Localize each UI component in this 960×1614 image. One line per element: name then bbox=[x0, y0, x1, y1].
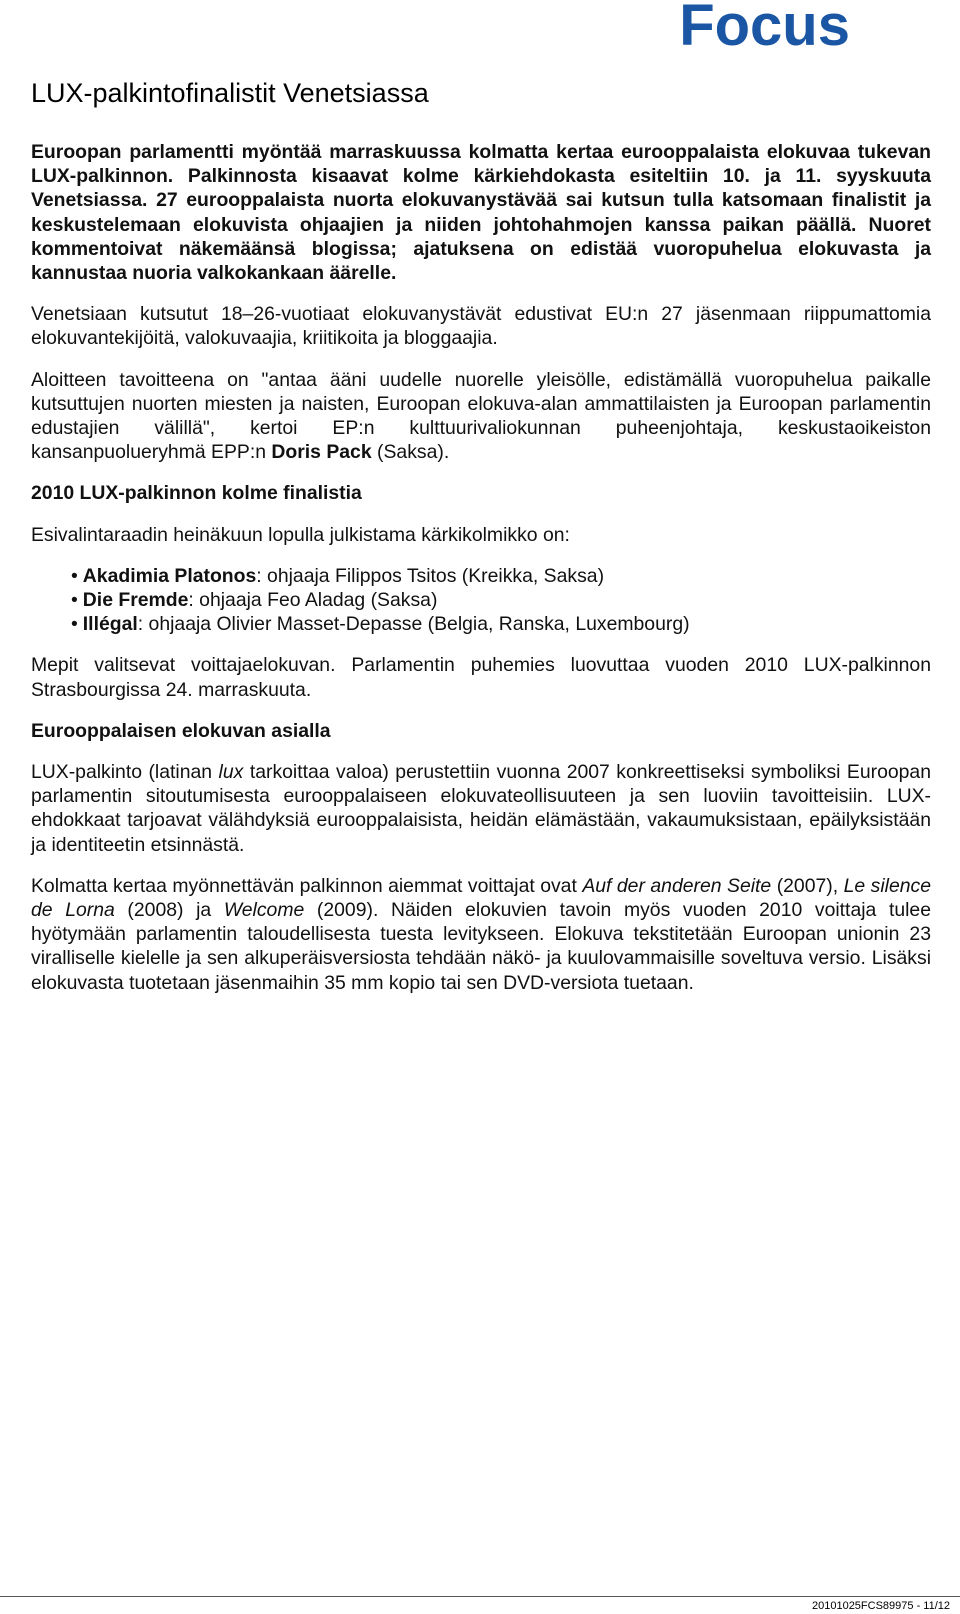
lead-paragraph: Euroopan parlamentti myöntää marraskuussa kolmatta kertaa eurooppalaista elokuvaa tukevan LUX-palkinnon. Palkinnosta kisaavat kolme kärkiehdokasta esiteltiin 10. ja 11. syyskuuta Venetsiassa. 27 eurooppalaista nuorta elokuvanystävää sai kutsun tulla katsomaan finalistit ja keskustelemaan elokuvista ohjaajien ja niiden johtohahmojen kanssa paikan päällä. Nuoret kommentoivat näkemäänsä blogissa; ajatuksena on edistää vuoropuhelua elokuvasta ja kannustaa nuoria valkokankaan äärelle. bbox=[31, 141, 931, 285]
text-run: Kolmatta kertaa myönnettävän palkinnon aiemmat voittajat ovat bbox=[31, 874, 577, 897]
paragraph-participants: Venetsiaan kutsutut 18–26-vuotiaat elokuvanystävät edustivat EU:n 27 jäsenmaan riippumattomia elokuvantekijöitä, valokuvaajia, kriitikoita ja bloggaajia. bbox=[31, 303, 931, 350]
page-title: LUX-palkintofinalistit Venetsiassa bbox=[31, 78, 429, 108]
film-details: : ohjaaja Olivier Masset-Depasse (Belgia, Ranska, Luxembourg) bbox=[137, 613, 690, 636]
text-run: (2008) ja bbox=[127, 899, 212, 922]
paragraph-award: Mepit valitsevat voittajaelokuvan. Parlamentin puhemies luovuttaa vuoden 2010 LUX-palkinnon Strasbourgissa 24. marraskuuta. bbox=[31, 654, 931, 701]
quote-end: (Saksa). bbox=[377, 441, 450, 464]
paragraph-preselection: Esivalintaraadin heinäkuun lopulla julkistama kärkikolmikko on: bbox=[31, 523, 570, 546]
film-title: Die Fremde bbox=[82, 589, 189, 612]
document-reference: 20101025FCS89975 - 11/12 bbox=[811, 1600, 950, 1612]
list-item bbox=[71, 588, 931, 612]
quote-text: Aloitteen tavoitteena on "antaa ääni uudelle nuorelle yleisölle, edistämällä vuoropuhelua paikalle kutsuttujen nuorten miesten ja naisten, Euroopan elokuva-alan ammattilaisten ja Euroopan parlamentin edustajien välillä", kertoi EP:n kulttuurivaliokunnan puheenjohtaja, keskustaoikeiston kansanpuolueryhmä EPP:n bbox=[31, 368, 931, 464]
bullet-icon: • bbox=[71, 589, 78, 612]
film-title: Akadimia Platonos bbox=[82, 564, 257, 587]
text-run: tarkoittaa valoa) perustettiin vuonna 2007 konkreettiseksi symboliksi Euroopan parlamentin sitoutumisesta eurooppalaiseen elokuvateollisuuteen ja sen luoviin tavoitteisiin. LUX-ehdokkaat tarjoavat välähdyksiä eurooppalaisista, heidän elämästään, vakaumuksistaan, epäilyksistään ja identiteetin etsinnästä. bbox=[31, 761, 932, 856]
text-run: (2007), bbox=[776, 874, 839, 897]
paragraph-lux-prize bbox=[31, 760, 931, 857]
text-run: LUX-palkinto (latinan bbox=[31, 761, 213, 784]
finalist-list bbox=[31, 564, 931, 637]
paragraph-previous-winners bbox=[31, 874, 931, 995]
film-details: : ohjaaja Feo Aladag (Saksa) bbox=[188, 589, 438, 612]
list-item bbox=[71, 612, 931, 636]
bullet-icon: • bbox=[71, 564, 78, 587]
article-body bbox=[31, 140, 931, 1012]
bullet-icon: • bbox=[71, 613, 78, 636]
film-title: Auf der anderen Seite bbox=[582, 874, 772, 897]
film-details: : ohjaaja Filippos Tsitos (Kreikka, Saksa) bbox=[256, 564, 605, 587]
paragraph-quote bbox=[31, 368, 931, 465]
film-title: Welcome bbox=[223, 899, 305, 922]
latin-word: lux bbox=[218, 761, 244, 784]
film-title: Illégal bbox=[82, 613, 138, 636]
section-heading-finalists: 2010 LUX-palkinnon kolme finalistia bbox=[31, 482, 362, 505]
focus-brand-logo: Focus bbox=[679, 0, 850, 58]
list-item bbox=[71, 564, 931, 588]
film-title: Le silence de Lorna bbox=[31, 874, 932, 922]
section-heading-cinema: Eurooppalaisen elokuvan asialla bbox=[31, 719, 331, 742]
footer-divider bbox=[0, 1596, 960, 1597]
text-run: (2009). Näiden elokuvien tavoin myös vuoden 2010 voittaja tulee hyötymään parlamentin taloudellisesta tuesta levitykseen. Elokuva tekstitetään Euroopan unionin 23 viralliselle kielelle ja sen alkuperäisversiosta tehdään näkö- ja kuulovammaisille soveltuva versio. Lisäksi elokuvasta tuotetaan jäsenmaihin 35 mm kopio tai sen DVD-versiota tuetaan. bbox=[31, 899, 931, 994]
person-name: Doris Pack bbox=[271, 441, 372, 464]
